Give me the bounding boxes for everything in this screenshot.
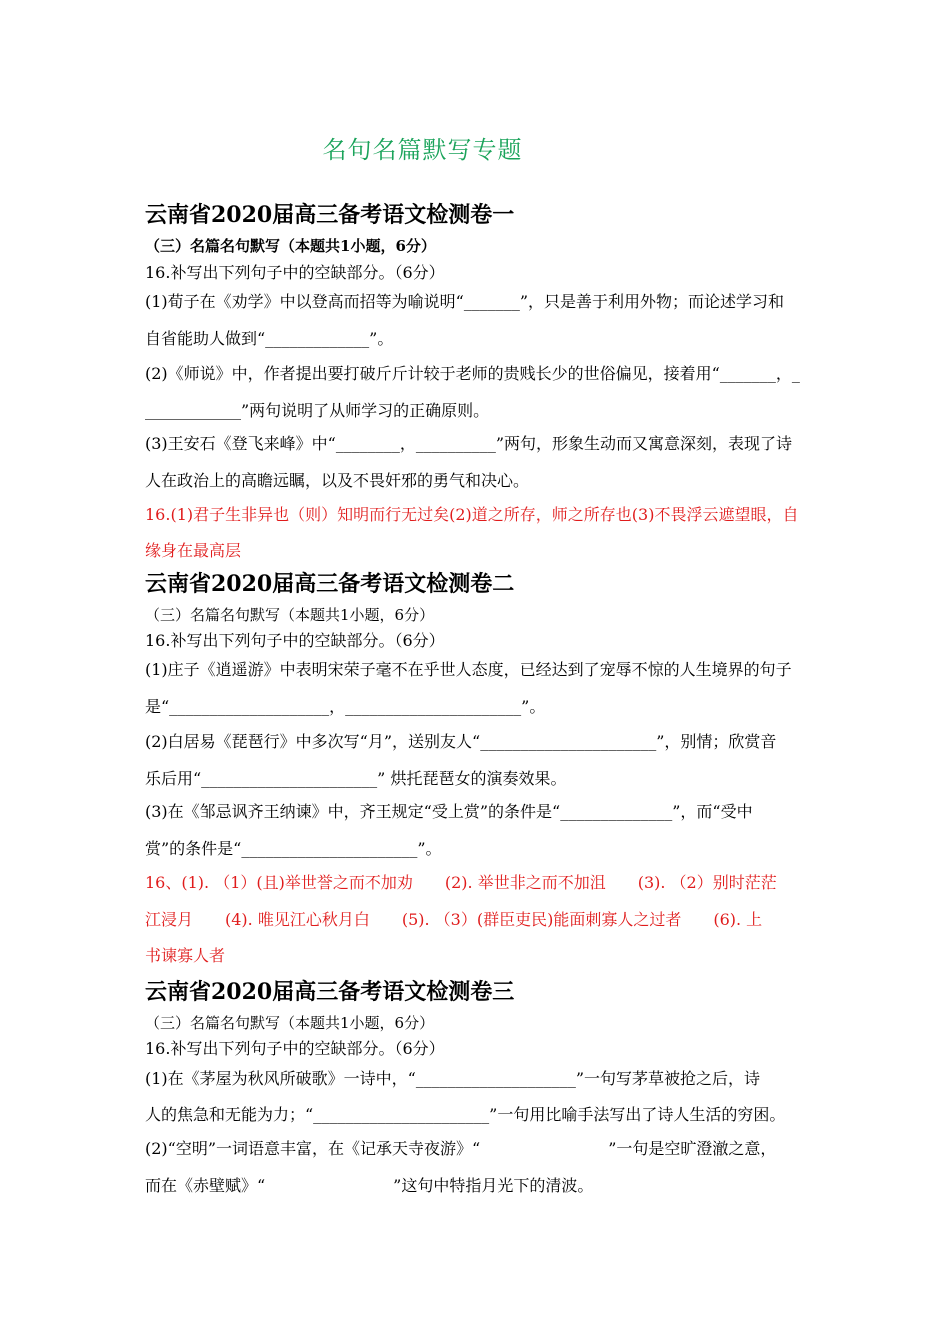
section-2-line: (3)在《邹忌讽齐王纳谏》中，齐王规定“受上赏”的条件是“______________”，而“受中 (145, 802, 753, 821)
section-1-line: (3)王安石《登飞来峰》中“________，__________”两句，形象生动而又寓意深刻，表现了诗 (145, 434, 793, 453)
section-2-line: (1)庄子《逍遥游》中表明宋荣子毫不在乎世人态度，已经达到了宠辱不惊的人生境界的句子 (145, 660, 792, 679)
section-1-line: ____________”两句说明了从师学习的正确原则。 (145, 401, 490, 420)
section-1-line: 人在政治上的高瞻远瞩，以及不畏奸邪的勇气和决心。 (145, 471, 530, 490)
section-1-answer: 16.(1)君子生非异也（则）知明而行无过矣(2)道之所存，师之所存也(3)不畏浮云遮望眼，自 (145, 505, 799, 524)
section-2-line: (2)白居易《琵琶行》中多次写“月”，送别友人“______________________”，别情；欣赏音 (145, 732, 777, 751)
section-2-answer: 书谏寡人者 (145, 946, 226, 965)
section-2-heading: 云南省2020届高三备考语文检测卷二 (145, 571, 515, 597)
section-3-line: (1)在《茅屋为秋风所破歌》一诗中，“____________________”一句写茅草被抢之后，诗 (145, 1069, 761, 1088)
section-1-line: 自省能助人做到“_____________”。 (145, 329, 394, 348)
section-2-line: 是“____________________，______________________”。 (145, 697, 546, 716)
section-2-line: 乐后用“______________________” 烘托琵琶女的演奏效果。 (145, 769, 567, 788)
section-2-answer: 16、(1). （1）(且)举世誉之而不加劝 (2). 举世非之而不加沮 (3). （2）别时茫茫 (145, 873, 777, 892)
section-3-line: (2)“空明”一词语意丰富，在《记承天寺夜游》“ ”一句是空旷澄澈之意， (145, 1139, 777, 1158)
section-1-line: (2)《师说》中，作者提出要打破斤斤计较于老师的贵贱长少的世俗偏见，接着用“_______，_ (145, 364, 800, 383)
section-1-subheading: （三）名篇名句默写（本题共1小题，6分） (145, 237, 436, 255)
section-1-heading: 云南省2020届高三备考语文检测卷一 (145, 202, 515, 228)
section-3-line: 人的焦急和无能为力；“______________________”一句用比喻手法写出了诗人生活的穷困。 (145, 1105, 786, 1124)
section-1-answer: 缘身在最高层 (145, 541, 242, 560)
section-2-subheading: （三）名篇名句默写（本题共1小题，6分） (145, 606, 435, 624)
section-1-intro: 16.补写出下列句子中的空缺部分。（6分） (145, 263, 445, 282)
section-3-subheading: （三）名篇名句默写（本题共1小题，6分） (145, 1014, 435, 1032)
section-2-answer: 江浸月 (4). 唯见江心秋月白 (5). （3）(群臣吏民)能面刺寡人之过者 (6). 上 (145, 910, 763, 929)
section-3-line: 而在《赤壁赋》“ ”这句中特指月光下的清波。 (145, 1176, 594, 1195)
section-3-intro: 16.补写出下列句子中的空缺部分。（6分） (145, 1039, 445, 1058)
page-title: 名句名篇默写专题 (322, 136, 523, 164)
section-2-intro: 16.补写出下列句子中的空缺部分。（6分） (145, 631, 445, 650)
section-2-line: 赏”的条件是“______________________”。 (145, 839, 442, 858)
section-1-line: (1)荀子在《劝学》中以登高而招等为喻说明“_______”，只是善于利用外物；而论述学习和 (145, 292, 785, 311)
section-3-heading: 云南省2020届高三备考语文检测卷三 (145, 979, 515, 1005)
